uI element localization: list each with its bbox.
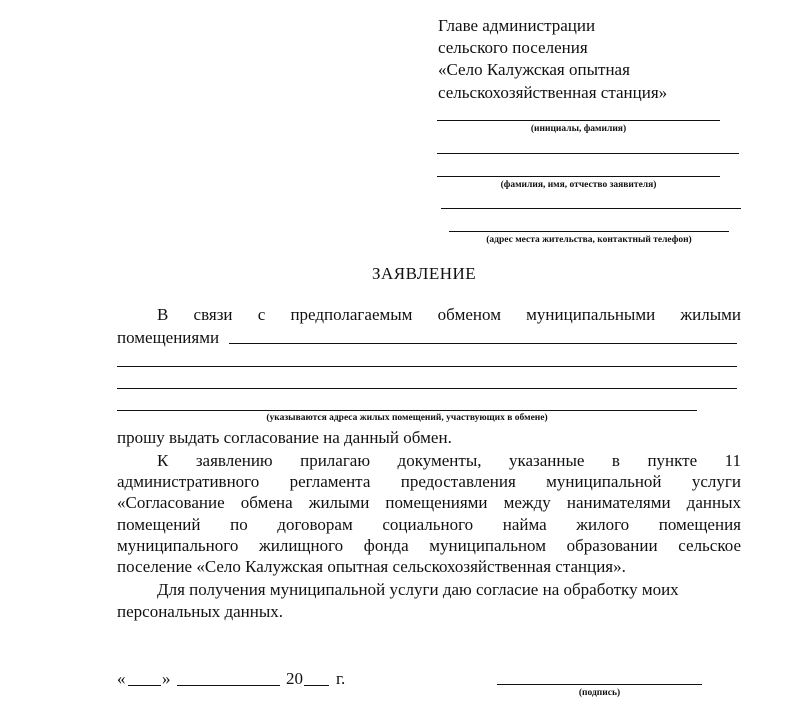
paragraph-2-line-2: административного регламента предоставления муниципальной услуги [117, 472, 741, 491]
premises-blank-line-3 [117, 388, 737, 389]
paragraph-1-end: прошу выдать согласование на данный обмен. [117, 428, 452, 447]
date-year-prefix: 20 [286, 669, 303, 688]
addressee-line-2: сельского поселения [438, 38, 588, 57]
addressee-line-1: Главе администрации [438, 16, 596, 35]
initials-blank-line [437, 120, 720, 121]
address-caption: (адрес места жительства, контактный телефон) [486, 235, 692, 245]
date-month-blank-line [177, 685, 280, 686]
date-day-blank-line [128, 685, 161, 686]
paragraph-2-line-4: помещений по договорам социального найма жилого помещения [117, 515, 741, 534]
applicant-blank-line-2 [437, 176, 720, 177]
date-year-suffix: г. [336, 669, 346, 688]
paragraph-1-line-2: помещениями [117, 328, 220, 347]
paragraph-2-line-5: муниципального жилищного фонда муниципальном образовании сельское [117, 536, 741, 555]
applicant-blank-line-1 [437, 153, 739, 154]
paragraph-3-line-1: Для получения муниципальной услуги даю согласие на обработку моих [157, 580, 679, 599]
paragraph-2-line-1: К заявлению прилагаю документы, указанные в пункте 11 [157, 451, 741, 470]
paragraph-2-line-6: поселение «Село Калужская опытная сельскохозяйственная станция». [117, 557, 626, 576]
premises-blank-line-1 [229, 343, 737, 344]
address-blank-line-2 [449, 231, 729, 232]
premises-blank-line-2 [117, 366, 737, 367]
address-blank-line-1 [441, 208, 741, 209]
paragraph-1-line-1: В связи с предполагаемым обменом муниципальными жилыми [157, 305, 741, 324]
initials-caption: (инициалы, фамилия) [530, 124, 627, 134]
date-open-quote: « [117, 669, 126, 688]
signature-caption: (подпись) [578, 688, 621, 698]
premises-caption: (указываются адреса жилых помещений, участвующих в обмене) [266, 413, 548, 423]
date-year-blank-line [304, 685, 329, 686]
document-title: ЗАЯВЛЕНИЕ [372, 264, 477, 283]
signature-blank-line [497, 684, 702, 685]
date-close-quote: » [162, 669, 171, 688]
addressee-line-3: «Село Калужская опытная [438, 60, 630, 79]
paragraph-2-line-3: «Согласование обмена жилыми помещениями между нанимателями данных [117, 493, 741, 512]
applicant-caption: (фамилия, имя, отчество заявителя) [500, 180, 657, 190]
premises-blank-line-4 [117, 410, 697, 411]
paragraph-3-line-2: персональных данных. [117, 602, 284, 621]
addressee-line-4: сельскохозяйственная станция» [438, 83, 668, 102]
